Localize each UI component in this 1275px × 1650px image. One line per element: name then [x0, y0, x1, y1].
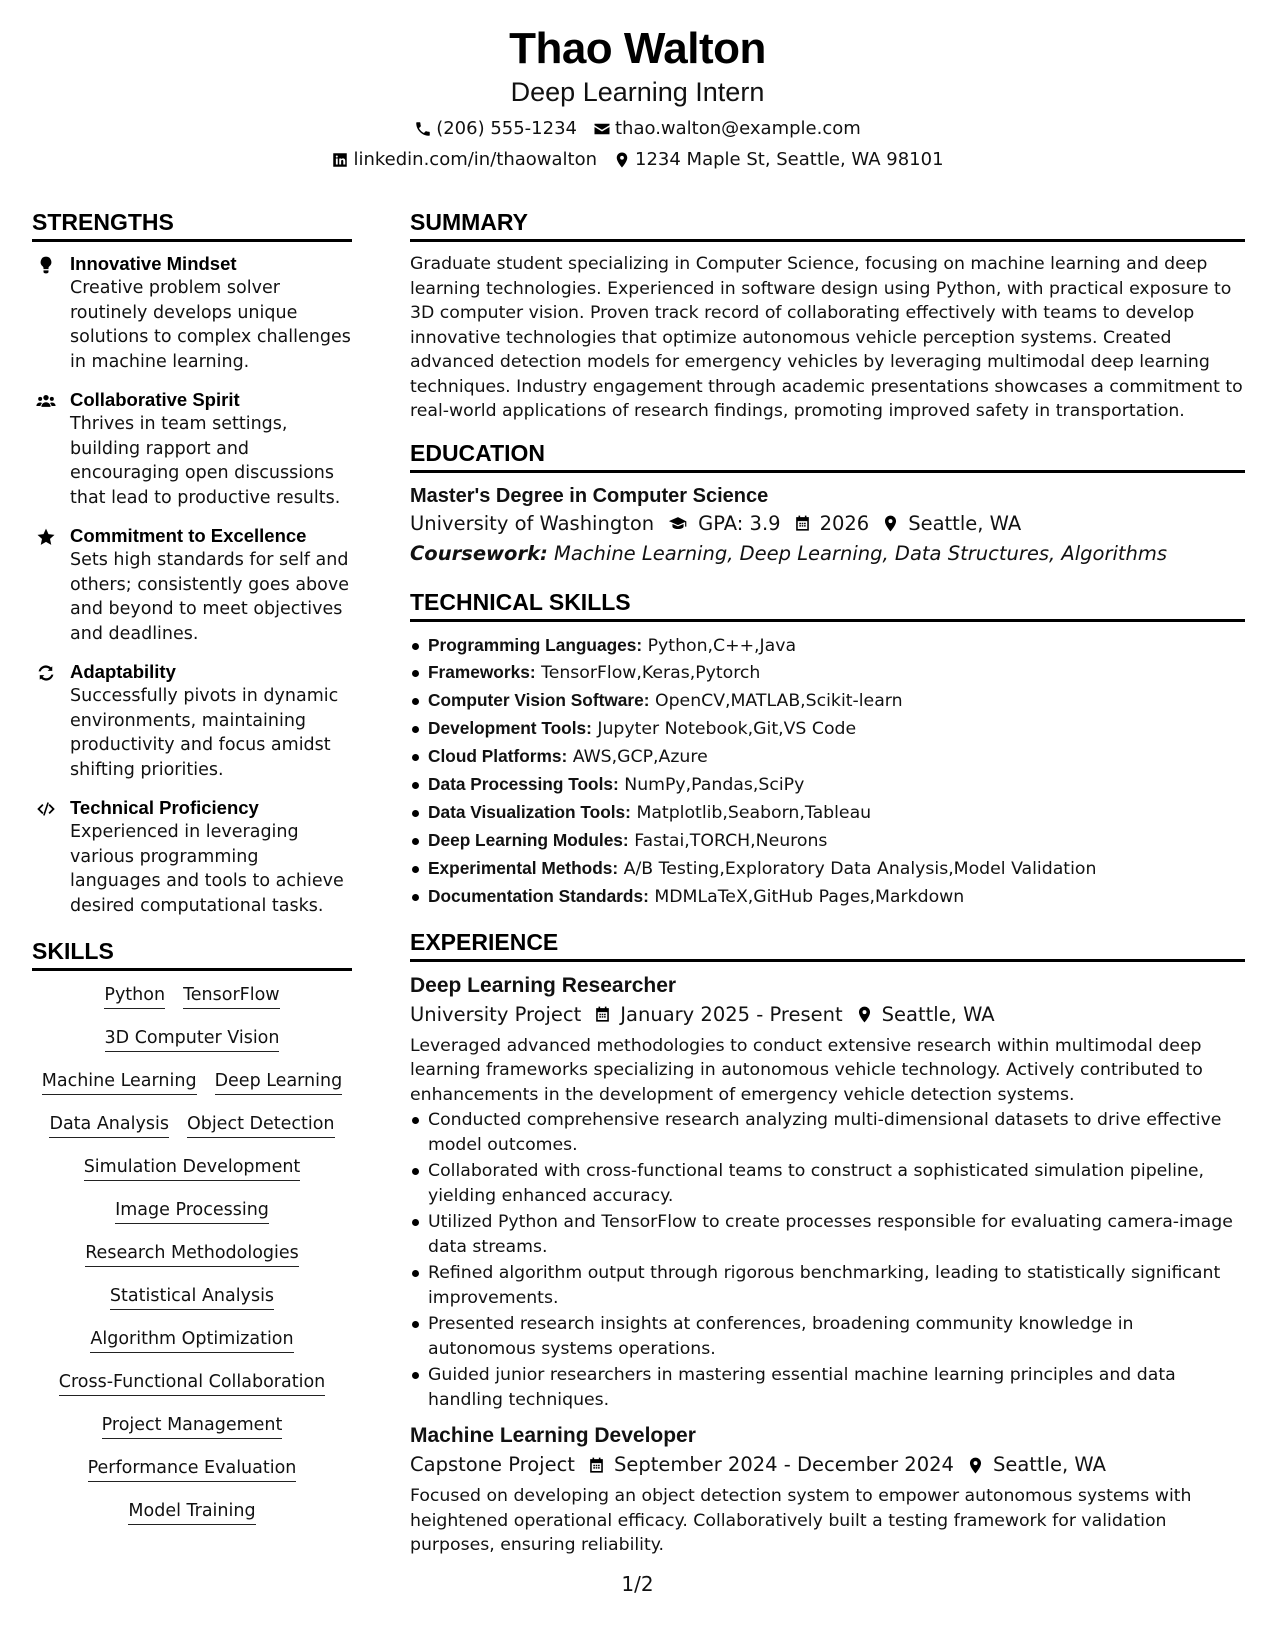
technical-skills-list — [410, 632, 1245, 911]
job-dates — [593, 1000, 842, 1030]
skill-row — [110, 1284, 274, 1310]
strength-item — [32, 660, 352, 782]
tech-label: Cloud Platforms: — [428, 746, 568, 767]
tech-label: Development Tools: — [428, 718, 592, 739]
tech-value: OpenCV,MATLAB,Scikit-learn — [654, 691, 903, 712]
list-item: Guided junior researchers in mastering essential machine learning principles and data handling techniques. — [410, 1363, 1245, 1412]
strength-item — [32, 796, 352, 918]
tech-label: Experimental Methods: — [428, 857, 619, 878]
sync-icon — [36, 663, 56, 683]
list-item — [410, 883, 1245, 911]
contact-line-1 — [0, 117, 1275, 141]
skill-row — [102, 1413, 283, 1439]
skill-tag: Statistical Analysis — [110, 1284, 274, 1310]
skill-row — [115, 1198, 269, 1224]
coursework-label: Coursework: — [410, 541, 548, 565]
strength-item — [32, 524, 352, 646]
candidate-role: Deep Learning Intern — [510, 77, 765, 107]
calendar-icon — [793, 514, 812, 533]
tech-value: A/B Testing,Exploratory Data Analysis,Model Validation — [623, 858, 1097, 879]
job-location — [966, 1450, 1106, 1480]
skill-tag: Cross-Functional Collaboration — [59, 1370, 326, 1396]
job-bullets — [410, 1108, 1245, 1412]
strength-desc: Sets high standards for self and others; consistently goes above and beyond to meet objectives and deadlines. — [70, 550, 350, 644]
tech-label: Deep Learning Modules: — [428, 829, 629, 850]
phone-contact — [414, 117, 577, 141]
skill-tag: TensorFlow — [183, 983, 280, 1009]
list-item: Conducted comprehensive research analyzing multi-dimensional datasets to drive effective model outcomes. — [410, 1108, 1245, 1157]
skill-tag: Project Management — [102, 1413, 283, 1439]
skill-row — [105, 1026, 280, 1052]
job-title: Machine Learning Developer — [410, 1424, 696, 1448]
summary-title: SUMMARY — [410, 207, 1245, 242]
strength-title: Adaptability — [70, 661, 176, 682]
skill-tag: Simulation Development — [84, 1155, 301, 1181]
strength-desc: Creative problem solver routinely develops unique solutions to complex challenges in machine learning. — [70, 278, 351, 372]
location-text: Seattle, WA — [881, 1002, 995, 1026]
strengths-title: STRENGTHS — [32, 207, 352, 242]
job-description: Focused on developing an object detection system to empower autonomous systems with heightened operational efficacy. Collaboratively built a testing framework for validation purposes, ensuring reliability. — [410, 1486, 1192, 1556]
tech-label: Programming Languages: — [428, 634, 643, 655]
skill-tag: Object Detection — [187, 1112, 335, 1138]
linkedin-icon — [331, 151, 349, 169]
map-marker-icon — [881, 514, 900, 533]
linkedin-text[interactable]: linkedin.com/in/thaowalton — [353, 149, 598, 170]
email-contact[interactable] — [593, 117, 861, 141]
education-coursework — [410, 539, 1245, 569]
job-description: Leveraged advanced methodologies to conduct extensive research within multimodal deep learning frameworks specializing in autonomous vehicle technology. Actively contributed to enhancements in the development of emergency vehicle detection systems. — [410, 1035, 1203, 1105]
tech-value: Python,C++,Java — [647, 635, 797, 656]
tech-label: Data Visualization Tools: — [428, 801, 631, 822]
users-icon — [34, 391, 58, 411]
skill-row — [49, 1112, 334, 1138]
list-item — [410, 687, 1245, 715]
list-item — [410, 771, 1245, 799]
list-item — [410, 855, 1245, 883]
job-entry — [410, 972, 1245, 1413]
skill-row — [59, 1370, 326, 1396]
strength-desc: Experienced in leveraging various programming languages and tools to achieve desired computational tasks. — [70, 822, 344, 916]
tech-label: Data Processing Tools: — [428, 774, 619, 795]
skill-tag: Data Analysis — [49, 1112, 168, 1138]
skill-tag: Model Training — [128, 1499, 255, 1525]
strength-title: Commitment to Excellence — [70, 525, 307, 546]
lightbulb-icon — [36, 255, 56, 275]
coursework-text: Machine Learning, Deep Learning, Data Structures, Algorithms — [554, 541, 1168, 565]
tech-label: Computer Vision Software: — [428, 690, 650, 711]
job-dates — [587, 1450, 954, 1480]
tech-value: MDMLaTeX,GitHub Pages,Markdown — [654, 886, 965, 907]
map-marker-icon — [855, 1005, 874, 1024]
envelope-icon — [593, 120, 611, 138]
skill-tag: Image Processing — [115, 1198, 269, 1224]
strength-title: Innovative Mindset — [70, 253, 237, 274]
job-meta — [410, 1000, 1245, 1030]
tech-value: AWS,GCP,Azure — [572, 747, 708, 768]
strength-item — [32, 388, 352, 510]
list-item: Collaborated with cross-functional teams to construct a sophisticated simulation pipeline, yielding enhanced accuracy. — [410, 1159, 1245, 1208]
strength-title: Technical Proficiency — [70, 797, 259, 818]
resume-header — [0, 22, 1275, 172]
list-item — [410, 632, 1245, 660]
strength-desc: Successfully pivots in dynamic environments, maintaining productivity and focus amidst shifting priorities. — [70, 686, 339, 780]
skills-title: SKILLS — [32, 936, 352, 971]
email-text[interactable]: thao.walton@example.com — [615, 118, 861, 139]
skill-row — [42, 1069, 342, 1095]
job-meta — [410, 1450, 1245, 1480]
skill-row — [85, 1241, 299, 1267]
education-degree: Master's Degree in Computer Science — [410, 484, 769, 507]
education-year — [793, 509, 870, 539]
dates-text: January 2025 - Present — [620, 1002, 843, 1026]
education-school: University of Washington — [410, 511, 655, 535]
code-icon — [34, 799, 58, 819]
location-text: Seattle, WA — [992, 1453, 1106, 1477]
job-entry — [410, 1422, 1245, 1558]
star-icon — [36, 527, 56, 547]
skill-tag: 3D Computer Vision — [105, 1026, 280, 1052]
gpa-text: GPA: 3.9 — [698, 511, 781, 535]
tech-label: Documentation Standards: — [428, 885, 649, 906]
skills-list — [32, 983, 352, 1542]
linkedin-contact[interactable] — [331, 148, 597, 172]
skill-tag: Performance Evaluation — [88, 1456, 297, 1482]
skill-row — [84, 1155, 301, 1181]
skill-tag: Machine Learning — [42, 1069, 197, 1095]
skill-row — [128, 1499, 255, 1525]
experience-title: EXPERIENCE — [410, 927, 1245, 962]
right-column — [410, 207, 1245, 1558]
year-text: 2026 — [819, 511, 870, 535]
education-title: EDUCATION — [410, 438, 1245, 473]
list-item: Refined algorithm output through rigorous benchmarking, leading to statistically significant improvements. — [410, 1261, 1245, 1310]
left-column — [32, 207, 352, 1542]
calendar-icon — [587, 1456, 606, 1475]
address-contact — [613, 148, 944, 172]
phone-icon — [414, 120, 432, 138]
list-item — [410, 799, 1245, 827]
calendar-icon — [593, 1005, 612, 1024]
skill-tag: Deep Learning — [215, 1069, 343, 1095]
address-text: 1234 Maple St, Seattle, WA 98101 — [635, 149, 944, 170]
tech-value: NumPy,Pandas,SciPy — [624, 775, 805, 796]
education-gpa — [666, 509, 780, 539]
contact-line-2 — [0, 148, 1275, 172]
skill-row — [104, 983, 279, 1009]
strength-title: Collaborative Spirit — [70, 389, 240, 410]
list-item — [410, 659, 1245, 687]
candidate-name: Thao Walton — [509, 24, 766, 73]
skill-tag: Research Methodologies — [85, 1241, 299, 1267]
page-number: 1/2 — [621, 1572, 654, 1596]
job-title: Deep Learning Researcher — [410, 973, 677, 997]
tech-value: Jupyter Notebook,Git,VS Code — [597, 719, 857, 740]
skill-row — [88, 1456, 297, 1482]
phone-text: (206) 555-1234 — [436, 118, 577, 139]
map-marker-icon — [613, 151, 631, 169]
dates-text: September 2024 - December 2024 — [613, 1453, 954, 1477]
skill-tag: Algorithm Optimization — [90, 1327, 293, 1353]
education-meta — [410, 509, 1245, 539]
tech-value: Matplotlib,Seaborn,Tableau — [636, 802, 872, 823]
list-item — [410, 743, 1245, 771]
list-item: Presented research insights at conferences, broadening community knowledge in autonomous systems operations. — [410, 1312, 1245, 1361]
map-marker-icon — [966, 1456, 985, 1475]
education-location — [881, 509, 1021, 539]
strength-item — [32, 252, 352, 374]
skill-row — [90, 1327, 293, 1353]
location-text: Seattle, WA — [908, 511, 1022, 535]
graduation-cap-icon — [666, 514, 690, 533]
technical-skills-title: TECHNICAL SKILLS — [410, 587, 1245, 622]
list-item — [410, 715, 1245, 743]
job-location — [855, 1000, 995, 1030]
list-item — [410, 827, 1245, 855]
strength-desc: Thrives in team settings, building rapport and encouraging open discussions that lead to productive results. — [70, 414, 341, 508]
job-org: Capstone Project — [410, 1453, 575, 1477]
tech-label: Frameworks: — [428, 662, 536, 683]
summary-text: Graduate student specializing in Computer Science, focusing on machine learning and deep learning technologies. Experienced in software design using Python, with practical exposure to 3D computer vision. Proven track record of collaborating effectively with teams to develop innovative technologies that optimize autonomous vehicle perception systems. Created advanced detection models for emergency vehicles by leveraging multimodal deep learning techniques. Industry engagement through academic presentations showcases a commitment to real-world applications of research findings, promoting improved safety in transportation. — [410, 254, 1243, 421]
list-item: Utilized Python and TensorFlow to create processes responsible for evaluating camera-image data streams. — [410, 1210, 1245, 1259]
tech-value: TensorFlow,Keras,Pytorch — [541, 663, 761, 684]
tech-value: Fastai,TORCH,Neurons — [634, 830, 828, 851]
skill-tag: Python — [104, 983, 165, 1009]
job-org: University Project — [410, 1002, 582, 1026]
